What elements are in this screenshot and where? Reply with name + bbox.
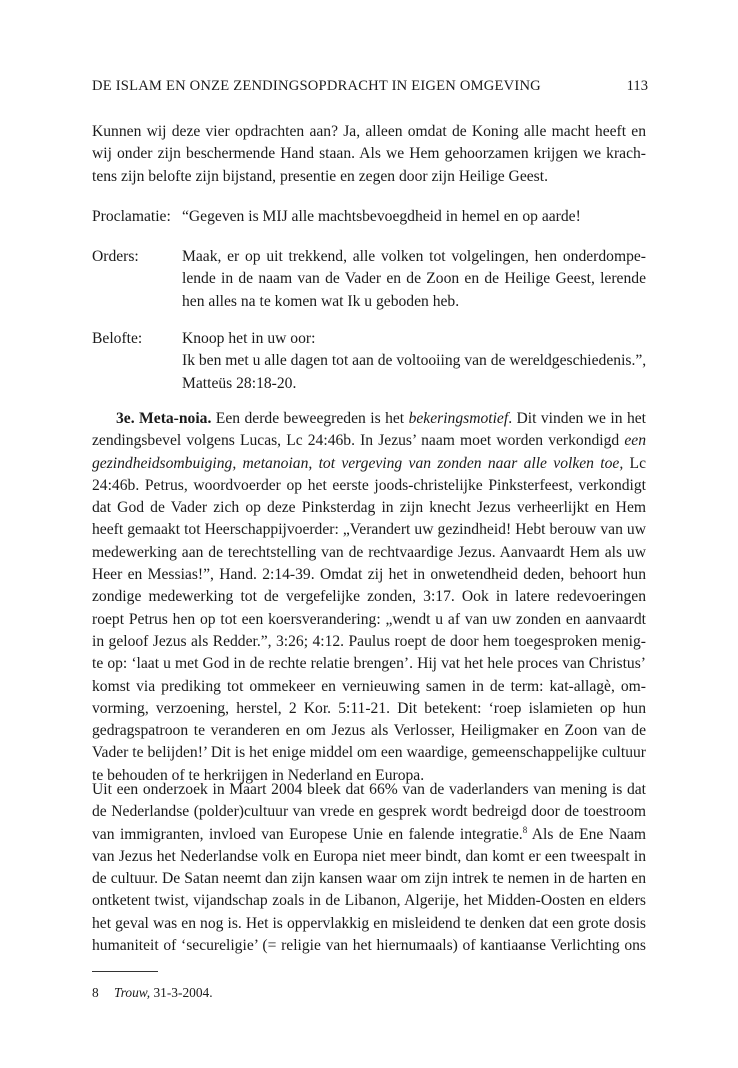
intro-paragraph [92,121,646,188]
text-line: wij onder zijn beschermende Hand staan. Als we Hem gehoorzamen krijgen we krach- [92,145,646,163]
definition-term: Proclamatie: [92,208,171,225]
text-line: ontketent twist, vijandschap zoals in de Libanon, Algerije, het Midden-Oosten en elders [92,892,646,910]
text-line: humaniteit of ‘secureligie’ (= religie van het hiernumaals) of kantiaanse Verlichting ons [92,937,646,955]
text-line: lende in de naam van de Vader en de Zoon en de Heilige Geest, lerende [182,270,646,288]
header-title: DE ISLAM EN ONZE ZENDINGSOPDRACHT IN EIGEN OMGEVING [92,78,541,94]
section-heading: 3e. Meta-noia. [116,410,212,427]
footnote-marker[interactable]: 8 [522,824,528,835]
text-line: de cultuur. De Satan neemt dan zijn kansen waar om zijn intrek te nemen in de harten en [92,870,646,888]
definition-term: Belofte: [92,330,143,347]
text-line: tens zijn belofte zijn bijstand, presentie en zegen door zijn Heilige Geest. [92,167,548,185]
text-line: medewerking aan de terechtstelling van de rechtvaardige Jezus. Aanvaardt Hem als uw [92,543,646,561]
text-line: Ik ben met u alle dagen tot aan de voltooiing van de wereldgeschiedenis.”, [182,352,647,370]
text-line: heeft gemaakt tot Heerschappijvoerder: „Verandert uw gezindheid! Hebt berouw van uw [92,521,646,539]
emphasis: een [624,432,646,450]
footnote-divider [92,971,158,972]
text-line: 3e. Meta-noia. Een derde beweegreden is het bekeringsmotief. Dit vinden we in het [116,410,646,427]
text-line: Matteüs 28:18-20. [182,374,297,392]
footnote-source: Trouw, [114,985,151,1000]
text-line: Heer en Messias!”, Hand. 2:14-39. Omdat zij het in onwetendheid deden, behoort hun [92,566,646,584]
text-line: in geloof Jezus als Redder.”, 3:26; 4:12. Paulus roept de door hem toegesproken menig- [92,632,646,650]
text-line: vorming, verzoening, herstel, 2 Kor. 5:11-21. Dit betekent: ‘roep islamieten op hun [92,699,646,717]
text-line: van immigranten, invloed van Europese Unie en falende integratie.$^8$ Als de Ene Naam [92,824,646,843]
text-line: zendingsbevel volgens Lucas, Lc 24:46b. In Jezus’ naam moet worden verkondigd een [92,432,646,450]
text-line: hen alles na te komen wat Ik u geboden heb. [182,292,460,310]
text-line: Uit een onderzoek in Maart 2004 bleek dat 66% van de vaderlanders van mening is dat [92,781,646,798]
text-line: van Jezus het Nederlandse volk en Europa niet meer bindt, dan komt er een tweespalt in [92,847,646,865]
definition-term: Orders: [92,248,139,265]
text-line: “Gegeven is MIJ alle machtsbevoegdheid in hemel en op aarde! [182,208,581,225]
text-line: 24:46b. Petrus, woordvoerder op het eerste joods-christelijke Pinksterfeest, verkondigt [92,476,646,494]
footnote [92,985,213,1001]
text-line: zondige medewerking tot de vergefelijke zonden, 3:17. Ook in latere redevoeringen [92,588,646,606]
emphasis: bekeringsmotief [408,410,509,427]
footnote-number: 8 [92,985,99,1000]
final-paragraph [92,779,646,957]
footnote-date: 31-3-2004. [150,985,213,1000]
text-line: Knoop het in uw oor: [182,330,316,347]
text-line: dat God de Vader zich op deze Pinksterdag in zijn knecht Jezus verheerlijkt en Hem [92,499,646,517]
text-line: Kunnen wij deze vier opdrachten aan? Ja, alleen omdat de Koning alle macht heeft en [92,123,646,140]
text-line: het geval was en nog is. Het is oppervlakkig en misleidend te denken dat een grote dosis [92,914,646,932]
text-line: te op: ‘laat u met God in de rechte relatie brengen’. Hij vat het hele proces van Christus’ [92,655,646,673]
text-line: gezindheidsombuiging, metanoian, tot vergeving van zonden naar alle volken toe, Lc [92,454,646,472]
text-line: de Nederlandse (polder)cultuur van vrede en gesprek wordt bedreigd door de toestroom [92,803,646,821]
emphasis: gezindheidsombuiging, metanoian, tot vergeving van zonden naar alle volken toe, [92,454,624,472]
text-line: Vader te belijden!’ Dit is het enige middel om een waardige, gemeenschappelijke cultuur [92,744,646,762]
text-line: te behouden of te herkrijgen in Nederland en Europa. [92,766,425,784]
text-line: komst via prediking tot ommekeer en vernieuwing samen in de term: kat-allagè, om- [92,677,646,695]
text-line: gedragspatroon te veranderen en om Jezus als Verlosser, Heiligmaker en Zoon van de [92,722,646,740]
text-line: Maak, er op uit trekkend, alle volken tot volgelingen, hen onderdompe- [182,248,646,265]
text-line: roept Petrus hen op tot een koersverandering: „wendt u af van uw zonden en aanvaardt [92,610,646,628]
section-3e-paragraph [92,408,646,787]
page-number: 113 [626,78,648,94]
